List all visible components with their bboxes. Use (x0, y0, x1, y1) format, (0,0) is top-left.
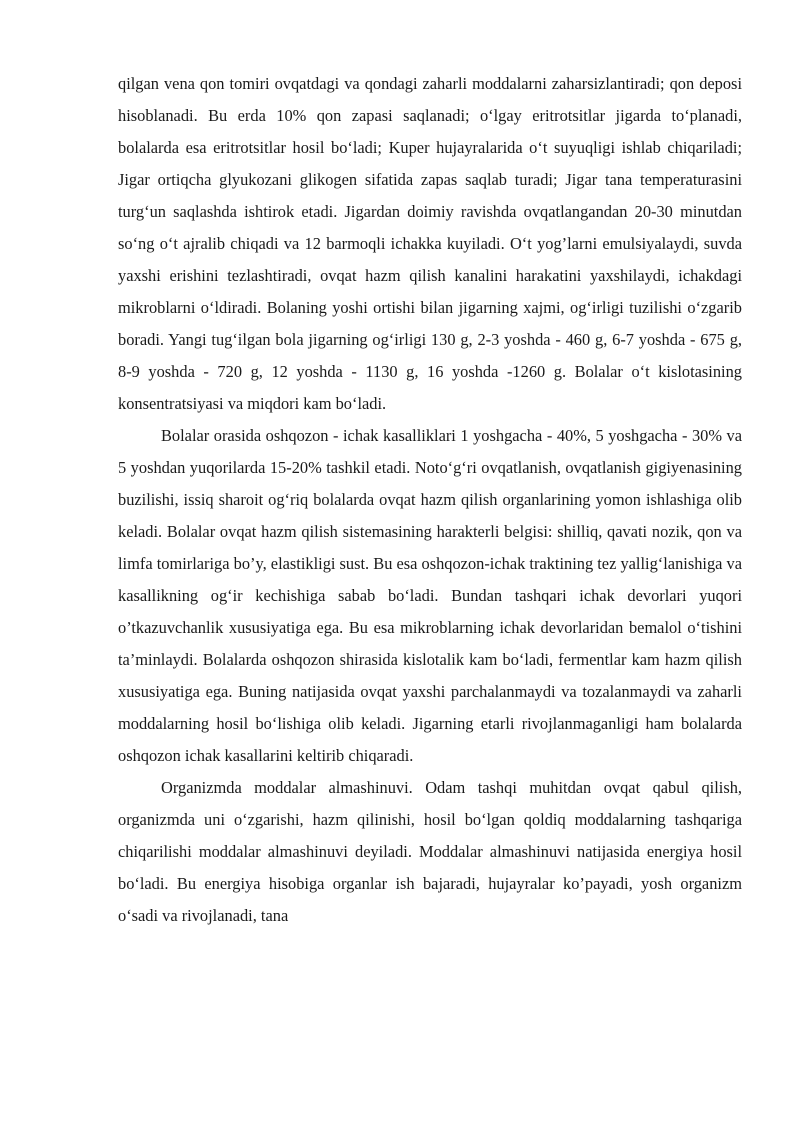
paragraph-digestive-diseases: Bolalar orasida oshqozon - ichak kasalliklari 1 yoshgacha - 40%, 5 yoshgacha - 30% va 5 yoshdan yuqorilarda 15-20% tashkil etadi. Noto‘g‘ri ovqatlanish, ovqatlanish gigiyenasining buzilishi, issiq sharoit og‘riq bolalarda ovqat hazm qilish organlarining yomon ishlashiga olib keladi. Bolalar ovqat hazm qilish sistemasining harakterli belgisi: shilliq, qavati nozik, qon va limfa tomirlariga bo’y, elastikligi sust. Bu esa oshqozon-ichak traktining tez yallig‘lanishiga va kasallikning og‘ir kechishiga sabab bo‘ladi. Bundan tashqari ichak devorlari yuqori o’tkazuvchanlik xususiyatiga ega. Bu esa mikroblarning ichak devorlaridan bemalol o‘tishini ta’minlaydi. Bolalarda oshqozon shirasida kislotalik kam bo‘ladi, fermentlar kam hazm qilish xususiyatiga ega. Buning natijasida ovqat yaxshi parchalanmaydi va tozalanmaydi va zaharli moddalarning hosil bo‘lishiga olib keladi. Jigarning etarli rivojlanmaganligi ham bolalarda oshqozon ichak kasallarini keltirib chiqaradi. (118, 426, 742, 765)
paragraph-metabolism: Organizmda moddalar almashinuvi. Odam tashqi muhitdan ovqat qabul qilish, organizmda uni o‘zgarishi, hazm qilinishi, hosil bo‘lgan qoldiq moddalarning tashqariga chiqarilishi moddalar almashinuvi deyiladi. Moddalar almashinuvi natijasida energiya hosil bo‘ladi. Bu energiya hisobiga organlar ish bajaradi, hujayralar ko’payadi, yosh organizm o‘sadi va rivojlanadi, tana (118, 778, 742, 925)
document-page (118, 68, 742, 932)
paragraph-liver-functions: qilgan vena qon tomiri ovqatdagi va qondagi zaharli moddalarni zaharsizlantiradi; qon deposi hisoblanadi. Bu erda 10% qon zapasi saqlanadi; o‘lgay eritrotsitlar jigarda to‘planadi, bolalarda esa eritrotsitlar hosil bo‘ladi; Kuper hujayralarida o‘t suyuqligi ishlab chiqariladi; Jigar ortiqcha glyukozani glikogen sifatida zapas saqlab turadi; Jigar tana temperaturasini turg‘un saqlashda ishtirok etadi. Jigardan doimiy ravishda ovqatlangandan 20-30 minutdan so‘ng o‘t ajralib chiqadi va 12 barmoqli ichakka kuyiladi. O‘t yog’larni emulsiyalaydi, suvda yaxshi erishini tezlashtiradi, ovqat hazm qilish kanalini harakatini yaxshilaydi, ichakdagi mikroblarni o‘ldiradi. Bolaning yoshi ortishi bilan jigarning xajmi, og‘irligi tuzilishi o‘zgarib boradi. Yangi tug‘ilgan bola jigarning og‘irligi 130 g, 2-3 yoshda - 460 g, 6-7 yoshda - 675 g, 8-9 yoshda - 720 g, 12 yoshda - 1130 g, 16 yoshda -1260 g. Bolalar o‘t kislotasining konsentratsiyasi va miqdori kam bo‘ladi. (118, 74, 742, 413)
